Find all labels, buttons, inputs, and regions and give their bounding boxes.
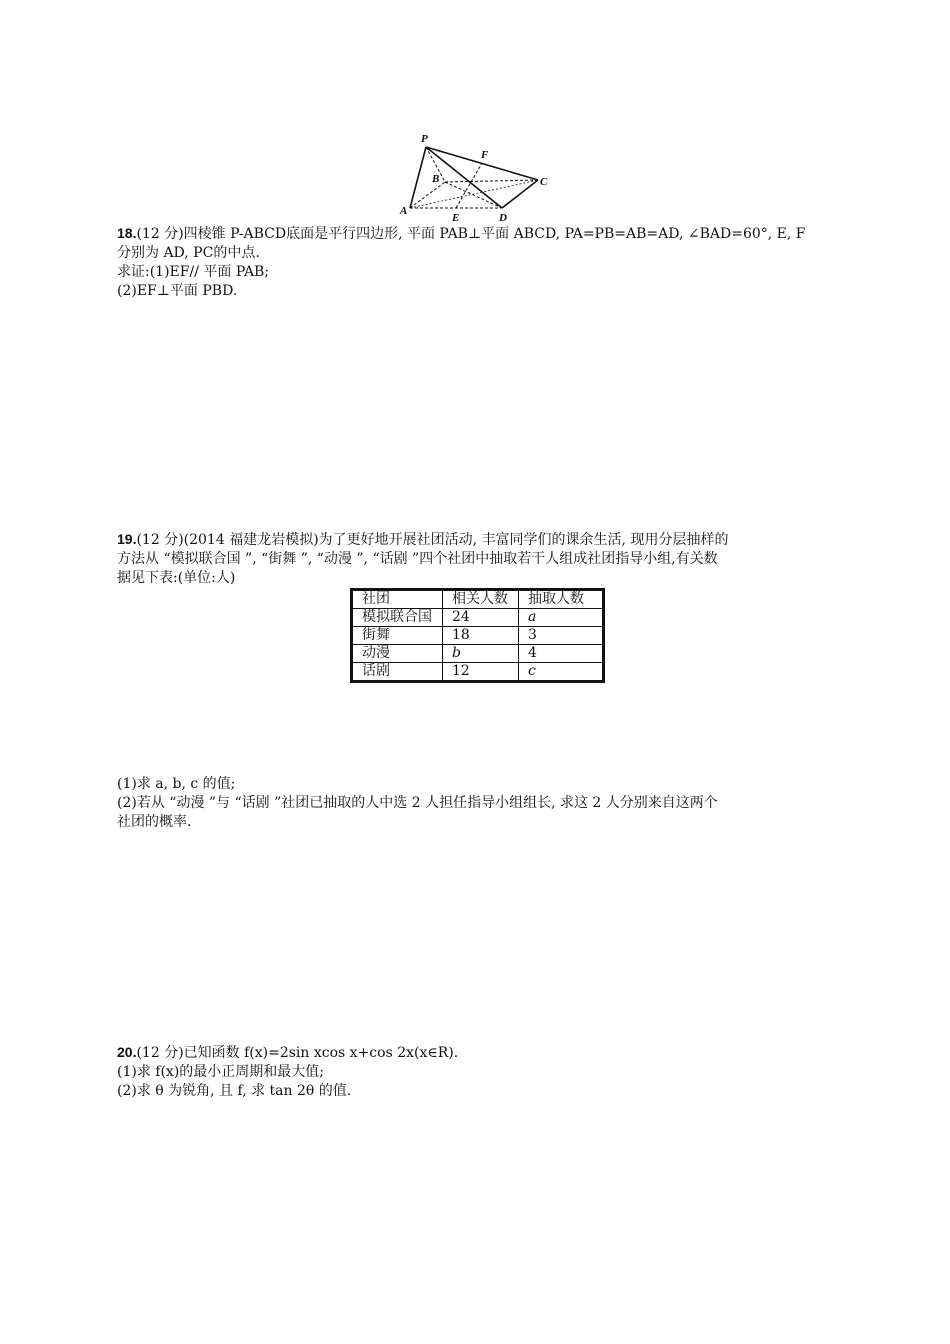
q18-line1	[117, 224, 837, 244]
q19-part1: (1)求 a, b, c 的值;	[117, 776, 236, 792]
table-cell: 3	[519, 627, 604, 645]
club-table	[350, 588, 605, 683]
var-c: c	[528, 663, 536, 679]
table-cell: 话剧	[352, 663, 443, 682]
label-D: D	[499, 212, 507, 224]
header-club: 社团	[352, 590, 443, 609]
table-row	[352, 609, 604, 627]
table-cell: 12	[443, 663, 519, 682]
q20-line1	[117, 1043, 837, 1063]
q20-text1: (12 分)已知函数 f(x)=2sin xcos x+cos 2x(x∈R).	[136, 1045, 459, 1061]
q20-number: 20.	[117, 1044, 137, 1060]
question-18	[117, 224, 837, 301]
edge-PA	[410, 147, 426, 208]
table-cell	[443, 645, 519, 663]
table-cell: 24	[443, 609, 519, 627]
question-19	[117, 530, 837, 588]
q20-line2: (1)求 f(x)的最小正周期和最大值;	[117, 1064, 324, 1080]
q19-part2b: 社团的概率.	[117, 814, 192, 830]
table-row	[352, 645, 604, 663]
table-cell: 模拟联合国	[352, 609, 443, 627]
table-cell: 街舞	[352, 627, 443, 645]
q19-number: 19.	[117, 531, 137, 547]
pyramid-diagram	[395, 128, 555, 224]
q19-line3: 据见下表:(单位:人)	[117, 570, 236, 586]
label-C: C	[540, 176, 548, 188]
question-19-parts	[117, 775, 837, 832]
table-row	[352, 663, 604, 682]
q19-text1: (12 分)(2014 福建龙岩模拟)为了更好地开展社团活动, 丰富同学们的课余生活, 现用分层抽样的	[136, 532, 729, 548]
table-cell	[519, 663, 604, 682]
edge-EF	[456, 163, 482, 208]
var-a: a	[528, 609, 537, 625]
table-cell: 4	[519, 645, 604, 663]
q20-line3: (2)求 θ 为锐角, 且 f, 求 tan 2θ 的值.	[117, 1083, 352, 1099]
label-P: P	[421, 133, 428, 145]
q19-line2: 方法从 “模拟联合国 ”, “街舞 ”, “动漫 ”, “话剧 ”四个社团中抽取若干人组成社团指导小组,有关数	[117, 551, 718, 567]
label-A: A	[400, 205, 408, 217]
label-B: B	[432, 173, 440, 185]
label-E: E	[452, 212, 460, 224]
edge-BC	[445, 180, 538, 182]
header-sampled: 抽取人数	[519, 590, 604, 609]
pyramid-figure	[395, 128, 555, 224]
table-header-row	[352, 590, 604, 609]
var-b: b	[452, 645, 461, 661]
header-related: 相关人数	[443, 590, 519, 609]
q18-line4: (2)EF⊥平面 PBD.	[117, 283, 238, 299]
q18-number: 18.	[117, 225, 137, 241]
table-cell: 动漫	[352, 645, 443, 663]
label-F: F	[481, 149, 489, 161]
q18-line3: 求证:(1)EF// 平面 PAB;	[117, 264, 270, 280]
q18-line2: 分别为 AD, PC的中点.	[117, 245, 260, 261]
table-cell	[519, 609, 604, 627]
table-cell: 18	[443, 627, 519, 645]
question-20	[117, 1043, 837, 1101]
q18-text1: (12 分)四棱锥 P-ABCD底面是平行四边形, 平面 PAB⊥平面 ABCD, PA=PB=AB=AD, ∠BAD=60°, E, F	[136, 226, 806, 242]
q19-part2a: (2)若从 “动漫 ”与 “话剧 ”社团已抽取的人中选 2 人担任指导小组组长, 求这 2 人分别来自这两个	[117, 795, 718, 811]
table-row	[352, 627, 604, 645]
q19-line1	[117, 530, 837, 550]
